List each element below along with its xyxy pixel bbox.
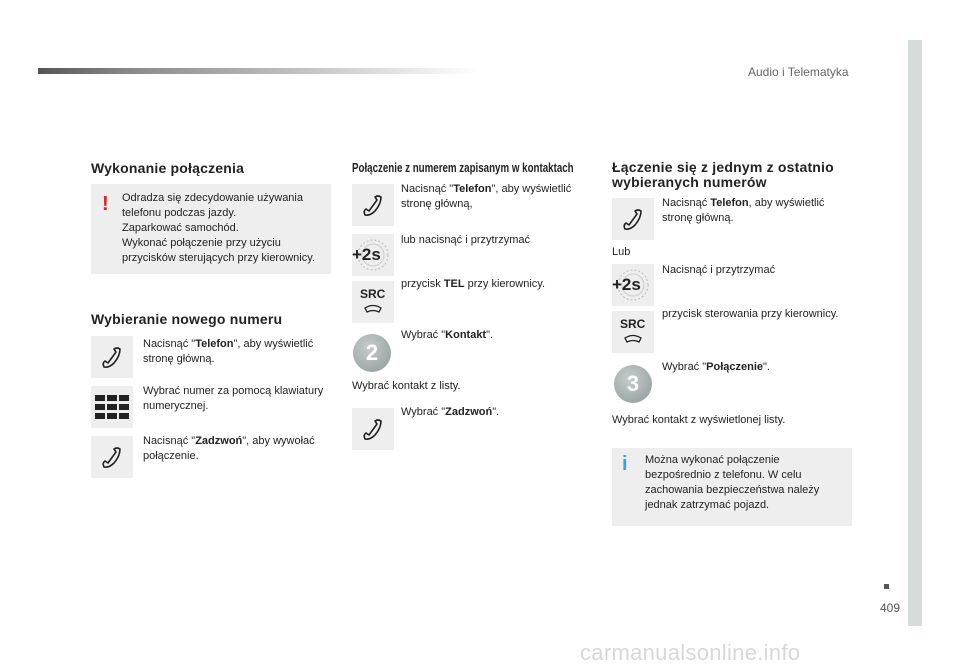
step-text: Nacisnąć "Telefon", aby wyświetlić stronę główną. (143, 338, 314, 365)
heading-call-contact: Połączenie z numerem zapisanym w kontaktach (352, 161, 574, 175)
step-number-badge: 2 (353, 334, 391, 372)
or-label: Lub (612, 246, 631, 258)
phone-icon (91, 436, 133, 478)
phone-icon (352, 184, 394, 226)
step-text: Wybrać kontakt z listy. (352, 380, 461, 392)
page-dot (884, 584, 889, 589)
info-text: Można wykonać połączenie bezpośrednio z telefonu. W celu zachowania bezpieczeństwa należy jednak zatrzymać pojazd. (645, 454, 820, 511)
step-number-badge: 3 (614, 365, 652, 403)
step-text: Wybrać "Połączenie". (662, 361, 770, 373)
src-button-icon: SRC (612, 311, 654, 353)
step-text: Nacisnąć Telefon, aby wyświetlić stronę główną. (662, 197, 825, 224)
phone-icon (91, 336, 133, 378)
header-rule (38, 68, 478, 74)
heading-recent-numbers: Łączenie się z jednym z ostatnio wybieranych numerów (612, 159, 834, 190)
step-text: Nacisnąć "Zadzwoń", aby wywołać połączenie. (143, 435, 315, 462)
step-text: Wybrać "Kontakt". (401, 329, 494, 341)
long-press-icon: +2s (352, 234, 394, 276)
section-title: Audio i Telematyka (748, 65, 849, 79)
step-text: przycisk sterowania przy kierownicy. (662, 308, 839, 320)
step-text: lub nacisnąć i przytrzymać (401, 234, 530, 246)
src-button-icon: SRC (352, 281, 394, 323)
warning-text: Odradza się zdecydowanie używania telefonu podczas jazdy. Zaparkować samochód. Wykonać połączenie przy użyciu przycisków sterujących przy kierownicy. (122, 192, 315, 264)
step-text: Wybrać kontakt z wyświetlonej listy. (612, 414, 786, 426)
heading-make-call: Wykonanie połączenia (91, 160, 245, 176)
info-icon: i (622, 453, 628, 475)
step-text: przycisk TEL przy kierownicy. (401, 278, 546, 290)
heading-dial-new-number: Wybieranie nowego numeru (91, 311, 283, 327)
phone-icon (612, 198, 654, 240)
phone-icon (352, 408, 394, 450)
page-number: 409 (880, 601, 901, 615)
long-press-icon: +2s (612, 264, 654, 306)
step-text: Nacisnąć "Telefon", aby wyświetlić stronę główną, (401, 183, 572, 210)
warning-icon: ! (102, 193, 109, 215)
step-text: Wybrać "Zadzwoń". (401, 406, 500, 418)
page-side-bar (908, 40, 922, 626)
keypad-icon (91, 386, 133, 428)
step-text: Wybrać numer za pomocą klawiatury numerycznej. (143, 385, 324, 412)
step-text: Nacisnąć i przytrzymać (662, 264, 776, 276)
watermark: carmanualsonline.info (580, 640, 801, 665)
